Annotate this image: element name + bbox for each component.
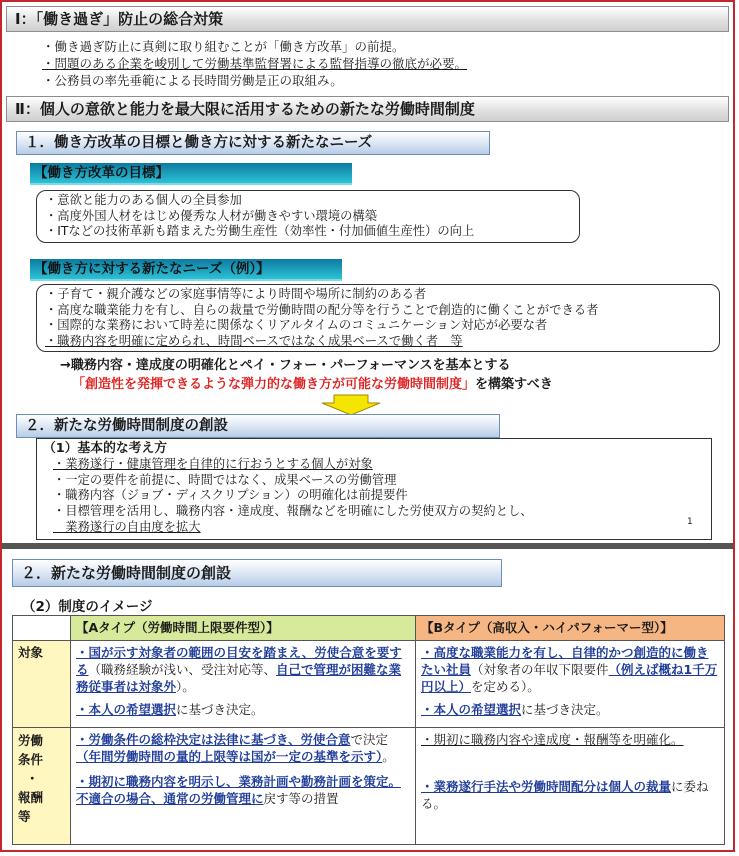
row-label-target: 対象 (13, 641, 71, 728)
plain-text: （職務経験が浅い、受注対応等、 (88, 662, 277, 677)
table-row (13, 728, 725, 845)
list-item: 業務遂行の自由度を拡大 (53, 519, 201, 534)
plain-text: に基づき決定。 (521, 702, 609, 717)
list-item: ・子育て・親介護などの家庭事情等により時間や場所に制約のある者 (45, 287, 427, 301)
plain-text: に基づき決定。 (176, 702, 264, 717)
emphasis: 自己で管理が困難な業務従事者は対象外 (76, 662, 402, 694)
plain-text: 戻す等の措置 (263, 791, 339, 806)
plain-text: 。 (382, 749, 395, 764)
cell-note (76, 701, 410, 718)
plain-text: （対象者の年収下限要件 (471, 662, 609, 677)
label-line: 労働 (18, 733, 44, 748)
list-item: ・高度外国人材をはじめ優秀な人材が働きやすい環境の構築 (45, 208, 378, 223)
cell-note (421, 701, 719, 718)
list-item: ・国際的な業務において時差に関係なくリアルタイムのコミュニケーション対応が必要な者 (45, 318, 548, 332)
conclusion-highlight: 「創造性を発揮できるような弾力的な働き方が可能な労働時間制度」 (72, 377, 476, 392)
col-b-header: 【Bタイプ（高収入・ハイパフォーマー型）】 (416, 616, 725, 641)
basic-concept-box (36, 438, 712, 540)
emphasis: ・労働条件の総枠決定は法律に基づき、労使合意 (76, 732, 351, 747)
goals-box (36, 190, 580, 243)
row2-col-b (416, 728, 725, 845)
emphasis: （例えば概ね1千万円以上） (421, 662, 718, 694)
list-item: ・一定の要件を前提に、時間ではなく、成果ベースの労働管理 (53, 472, 397, 487)
section1-heading: Ⅰ：「働き過ぎ」防止の総合対策 (6, 6, 729, 32)
plain-text: を定める）。 (471, 679, 540, 694)
list-item: ・業務遂行・健康管理を自律的に行おうとする個人が対象 (53, 456, 373, 471)
part1-heading: １．働き方改革の目標と働き方に対する新たなニーズ (16, 131, 490, 155)
cell-text: ・期初に職務内容や達成度・報酬等を明確化。 (421, 732, 684, 747)
goal-tag: 【働き方改革の目標】 (30, 163, 352, 185)
conclusion-line2 (72, 373, 553, 392)
cell-text (76, 773, 410, 807)
down-arrow-icon (320, 394, 382, 416)
needs-tag: 【働き方に対する新たなニーズ（例）】 (30, 259, 342, 281)
label-line: 報酬 (18, 790, 44, 805)
list-item: ・職務内容（ジョブ・ディスクリプション）の明確化は前提要件 (53, 488, 408, 503)
page-number: 1 (687, 517, 693, 527)
conclusion-tail: を構築すべき (475, 377, 553, 392)
table-corner (13, 616, 71, 641)
label-line: 等 (18, 809, 31, 824)
list-item: ・ITなどの技術革新も踏まえた労働生産性（効率性・付加価値生産性）の向上 (45, 224, 475, 238)
list-item: ・公務員の率先垂範による長時間労働是正の取組み。 (42, 73, 343, 88)
label-line: ・ (26, 771, 39, 786)
sub-heading: （1）基本的な考え方 (43, 441, 168, 456)
cell-text (76, 644, 410, 695)
emphasis: ・期初に職務内容を明示し、業務計画や勤務計画を策定。不適合の場合、通常の労働管理に (76, 774, 402, 806)
slide-2 (2, 549, 733, 852)
part2-heading: ２．新たな労働時間制度の創設 (16, 414, 500, 438)
needs-box (36, 284, 720, 352)
emphasis: ・本人の希望選択 (421, 702, 522, 717)
section2-heading: Ⅱ：個人の意欲と能力を最大限に活用するための新たな労働時間制度 (6, 96, 729, 122)
list-item: ・問題のある企業を峻別して労働基準監督署による監督指導の徹底が必要。 (42, 56, 468, 71)
list-item: ・意欲と能力のある個人の全員参加 (45, 193, 242, 207)
comparison-table (12, 615, 725, 845)
row1-col-b (416, 641, 725, 728)
emphasis: ・高度な職業能力を有し、自律的かつ創造的に働きたい社員 (421, 645, 709, 677)
emphasis: ・業務遂行手法や労働時間配分は個人の裁量 (421, 779, 672, 794)
emphasis: （年間労働時間の量的上限等は国が一定の基準を示す） (76, 749, 383, 764)
col-a-header: 【Aタイプ（労働時間上限要件型）】 (71, 616, 416, 641)
cell-text (421, 778, 719, 812)
cell-text (76, 731, 410, 765)
row2-col-a (71, 728, 416, 845)
slide2-heading: ２．新たな労働時間制度の創設 (12, 559, 502, 587)
row1-col-a (71, 641, 416, 728)
cell-text (421, 644, 719, 695)
emphasis: ・本人の希望選択 (76, 702, 177, 717)
table-row (13, 616, 725, 641)
plain-text: に委ねる。 (421, 779, 709, 811)
list-item: ・職務内容を明確に定められ、時間ベースではなく成果ベースで働く者 等 (45, 333, 463, 348)
slide-1 (2, 2, 733, 543)
slide2-subheading: （2）制度のイメージ (22, 599, 153, 615)
conclusion-line1: →職務内容・達成度の明確化とペイ・フォー・パーフォーマンスを基本とする (60, 358, 511, 373)
plain-text: ）。 (176, 679, 195, 694)
list-item: ・働き過ぎ防止に真剣に取り組むことが「働き方改革」の前提。 (42, 39, 405, 54)
label-line: 条件 (18, 752, 44, 767)
list-item: ・高度な職業能力を有し、自らの裁量で労働時間の配分等を行うことで創造的に働くことができる者 (45, 302, 599, 317)
plain-text: で決定 (350, 732, 389, 747)
row-label-conditions (13, 728, 71, 845)
list-item: ・目標管理を活用し、職務内容・達成度、報酬などを明確にした労使双方の契約とし、 (53, 504, 533, 519)
table-row (13, 641, 725, 728)
emphasis: ・国が示す対象者の範囲の目安を踏まえ、労使合意を要する (76, 645, 402, 677)
section1-bullets (42, 38, 467, 89)
